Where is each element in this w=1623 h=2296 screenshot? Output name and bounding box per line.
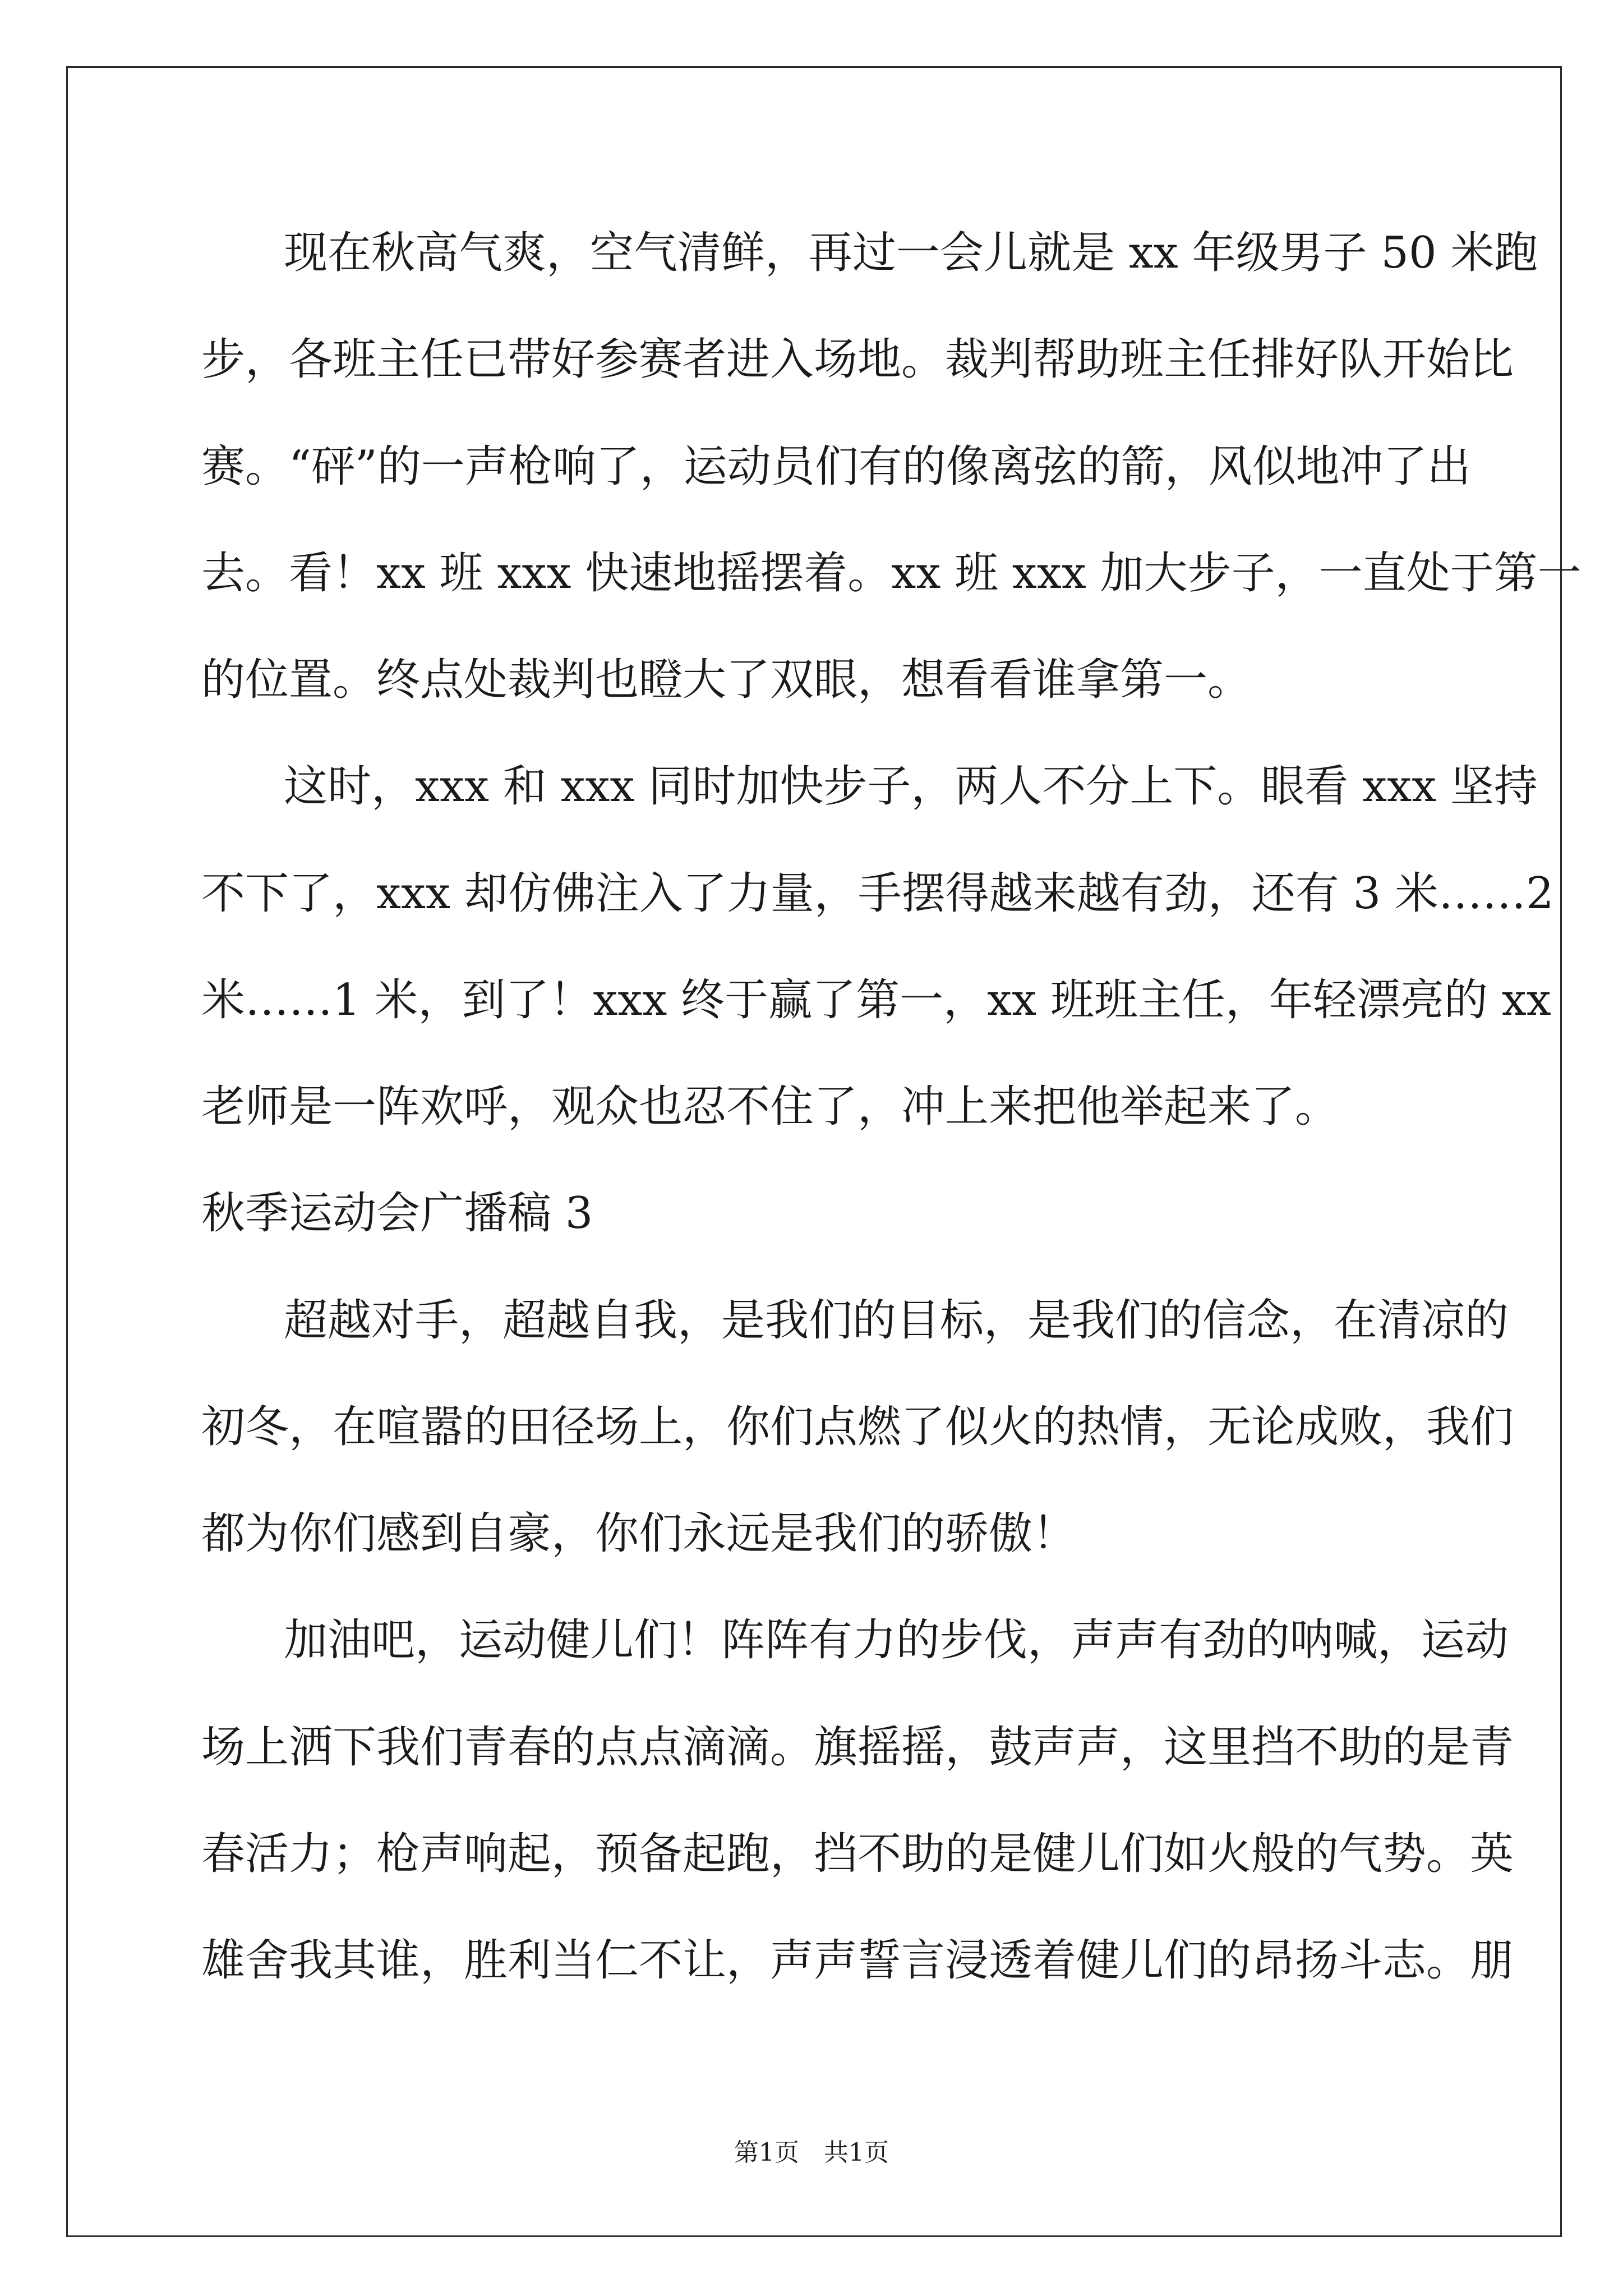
paragraph-line: 都为你们感到自豪，你们永远是我们的骄傲！ [201,1508,1077,1559]
paragraph-line: 不下了，xxx 却仿佛注入了力量，手摆得越来越有劲，还有 3 米……2 [201,868,1554,919]
paragraph-line: 步，各班主任已带好参赛者进入场地。裁判帮助班主任排好队开始比 [201,334,1514,385]
paragraph-line: 雄舍我其谁，胜利当仁不让，声声誓言浸透着健儿们的昂扬斗志。朋 [201,1935,1514,1986]
paragraph-line: 初冬，在喧嚣的田径场上，你们点燃了似火的热情，无论成败，我们 [201,1401,1514,1452]
paragraph-line: 这时，xxx 和 xxx 同时加快步子，两人不分上下。眼看 xxx 坚持 [284,761,1538,812]
paragraph-line: 超越对手，超越自我，是我们的目标，是我们的信念，在清凉的 [284,1295,1509,1346]
paragraph [201,733,1554,1160]
section-heading: 秋季运动会广播稿 3 [201,1188,593,1239]
paragraph-line: 米……1 米，到了！xxx 终于赢了第一，xx 班班主任，年轻漂亮的 xx [201,974,1551,1025]
paragraph-line: 赛。“砰”的一声枪响了，运动员们有的像离弦的箭，风似地冲了出 [201,441,1471,492]
paragraph [201,1587,1514,2014]
paragraph-line: 现在秋高气爽，空气清鲜，再过一会儿就是 xx 年级男子 50 米跑 [284,228,1538,278]
paragraph-line: 的位置。终点处裁判也瞪大了双眼，想看看谁拿第一。 [201,655,1252,705]
paragraph [201,200,1581,733]
page-footer: 第1页 共1页 [734,2138,889,2167]
paragraph-line: 去。看！xx 班 xxx 快速地摇摆着。xx 班 xxx 加大步子，一直处于第一 [201,547,1581,599]
paragraph-line: 老师是一阵欢呼，观众也忍不住了，冲上来把他举起来了。 [201,1082,1339,1132]
paragraph-line: 场上洒下我们青春的点点滴滴。旗摇摇，鼓声声，这里挡不助的是青 [201,1722,1514,1773]
paragraph-line: 春活力；枪声响起，预备起跑，挡不助的是健儿们如火般的气势。英 [201,1828,1514,1879]
paragraph-line: 加油吧，运动健儿们！阵阵有力的步伐，声声有劲的呐喊，运动 [284,1615,1509,1666]
paragraph [201,1267,1514,1588]
document-body [201,200,1581,2014]
